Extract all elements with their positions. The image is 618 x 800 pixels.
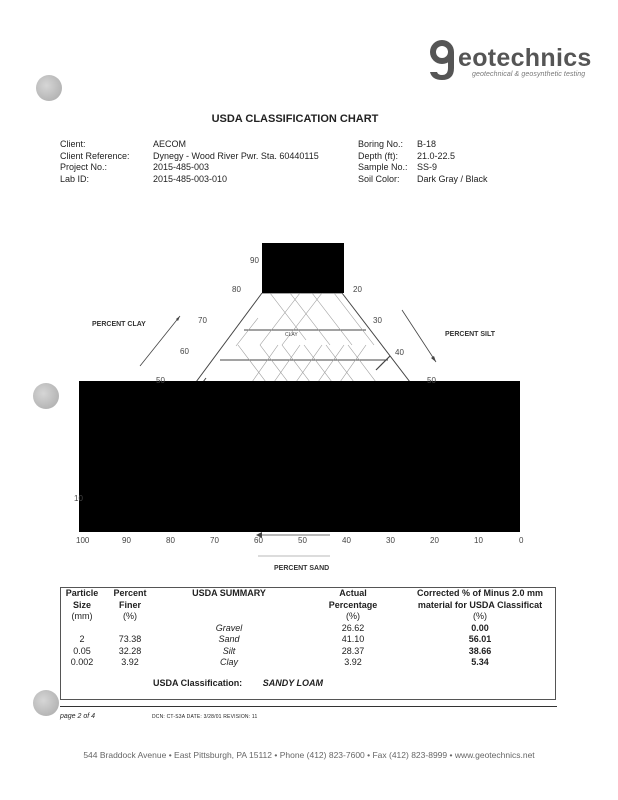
table-row: 0.002 3.92 Clay 3.92 5.34	[70, 657, 489, 667]
bottom-tick: 100	[76, 536, 90, 545]
row-name-clay: Clay	[219, 657, 238, 667]
left-tick: 90	[250, 256, 259, 265]
redaction-top	[262, 243, 344, 293]
table-unit-row	[61, 611, 556, 623]
classification-value: SANDY LOAM	[262, 678, 324, 688]
percent-clay-label: PERCENT CLAY	[92, 321, 146, 328]
percent-silt-label: PERCENT SILT	[445, 331, 496, 338]
bottom-tick: 90	[122, 536, 131, 545]
logo-name: eotechnics	[458, 44, 592, 72]
document-code: DCN: CT-S3A DATE: 3/28/01 REVISION: 11	[152, 714, 258, 720]
company-footer: 544 Braddock Avenue • East Pittsburgh, PA 15112 • Phone (412) 823-7600 • Fax (412) 823-8999 • www.geotechnics.net	[83, 750, 535, 760]
bottom-tick: 80	[166, 536, 175, 545]
classification-label: USDA Classification:	[153, 678, 243, 688]
header-actual: Actual	[339, 588, 367, 598]
header-size: Size	[72, 599, 91, 610]
percent-sand-label: PERCENT SAND	[274, 565, 330, 572]
label-sample-no: Sample No.:	[358, 162, 408, 172]
table-row: Gravel 26.62 0.00	[61, 623, 556, 635]
page-title: USDA CLASSIFICATION CHART	[211, 113, 379, 125]
logo-tagline: geotechnical & geosynthetic testing	[472, 71, 586, 78]
bottom-tick: 50	[298, 536, 307, 545]
bottom-tick: 0	[519, 536, 524, 545]
table-row: 2 73.38 Sand 41.10 56.01	[79, 634, 492, 644]
header-usda-summary: USDA SUMMARY	[192, 588, 266, 598]
bottom-tick: 30	[386, 536, 395, 545]
row-name-sand: Sand	[218, 634, 240, 644]
value-sample-no: SS-9	[417, 162, 438, 172]
value-soil-color: Dark Gray / Black	[417, 173, 488, 184]
header-particle: Particle	[65, 588, 99, 598]
header-material: material for USDA Classificat	[417, 599, 543, 610]
row-name-silt: Silt	[222, 645, 236, 656]
left-tick: 80	[232, 285, 241, 294]
classification-row	[61, 669, 556, 700]
left-tick: 10	[74, 494, 83, 503]
right-tick: 30	[373, 316, 382, 325]
header-finer: Finer	[118, 599, 141, 610]
unit-percent: (%)	[123, 611, 137, 621]
label-lab-id: Lab ID:	[60, 173, 90, 184]
right-tick: 50	[427, 376, 436, 385]
label-project-no: Project No.:	[60, 162, 108, 172]
table-header-row	[61, 588, 556, 600]
unit-mm: (mm)	[71, 611, 93, 621]
value-client: AECOM	[153, 139, 187, 149]
value-boring-no: B-18	[417, 139, 437, 149]
table-header-row	[61, 600, 556, 612]
bottom-tick: 40	[342, 536, 351, 545]
bottom-tick: 20	[430, 536, 439, 545]
value-lab-id: 2015-485-003-010	[153, 173, 228, 184]
label-soil-color: Soil Color:	[358, 173, 400, 184]
bottom-tick: 60	[254, 536, 263, 545]
header-percent: Percent	[113, 588, 147, 598]
bottom-tick: 10	[474, 536, 483, 545]
bottom-tick: 70	[210, 536, 219, 545]
right-tick: 40	[395, 348, 404, 357]
label-boring-no: Boring No.:	[358, 139, 404, 149]
row-name-gravel: Gravel	[215, 622, 243, 633]
header-percentage: Percentage	[328, 599, 378, 610]
value-project-no: 2015-485-003	[153, 162, 210, 172]
redaction-main	[79, 381, 520, 532]
left-tick: 60	[180, 347, 189, 356]
unit-corrected: (%)	[473, 611, 487, 621]
label-client-reference: Client Reference:	[60, 150, 130, 161]
left-tick: 70	[198, 316, 207, 325]
right-tick: 20	[353, 285, 362, 294]
header-corrected: Corrected % of Minus 2.0 mm	[416, 588, 544, 598]
label-client: Client:	[60, 139, 86, 149]
label-depth: Depth (ft):	[358, 150, 399, 161]
left-tick: 50	[156, 376, 165, 385]
unit-actual: (%)	[346, 611, 360, 621]
footer-divider	[60, 706, 557, 707]
value-depth: 21.0-22.5	[417, 150, 456, 161]
page-number: page 2 of 4	[60, 713, 96, 720]
clay-region-label: CLAY	[285, 332, 298, 338]
usda-summary-table	[60, 587, 556, 700]
value-client-reference: Dynegy - Wood River Pwr. Sta. 60440115	[153, 150, 319, 161]
table-row: 0.05 32.28 Silt 28.37 38.66	[73, 645, 492, 656]
